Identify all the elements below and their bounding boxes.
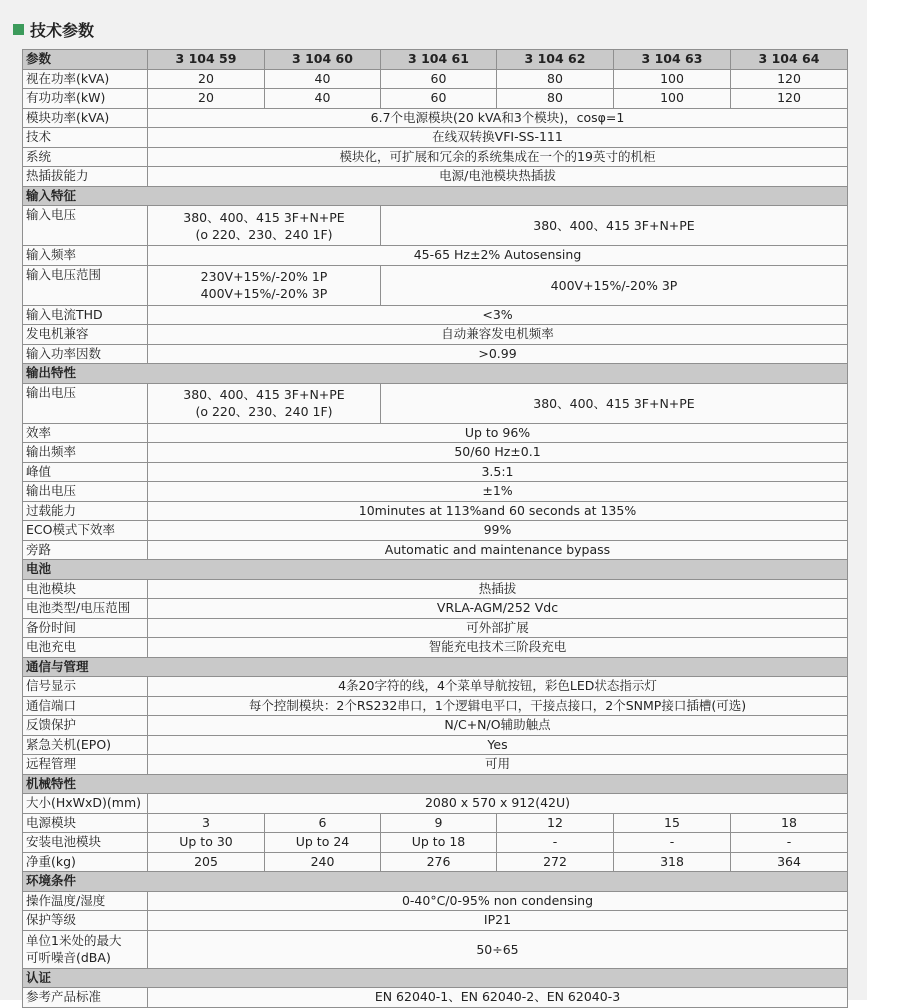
cell-value: 60: [381, 89, 497, 109]
table-row: [23, 988, 848, 1008]
cell-value-split: [148, 383, 381, 423]
cell-value: 99%: [148, 521, 848, 541]
section-title: 电池: [23, 560, 848, 580]
cell-value: 80: [497, 89, 614, 109]
cell-value: 20: [148, 89, 265, 109]
green-square-icon: [13, 24, 24, 35]
cell-value: ±1%: [148, 482, 848, 502]
row-label: 系统: [23, 147, 148, 167]
table-row: [23, 482, 848, 502]
row-label: 效率: [23, 423, 148, 443]
row-label: [23, 930, 148, 968]
section-heading: [13, 18, 94, 40]
cell-value: 4条20字符的线，4个菜单导航按钮，彩色LED状态指示灯: [148, 677, 848, 697]
row-label: 输入电压: [23, 206, 148, 246]
table-row: [23, 911, 848, 931]
cell-value: 20: [148, 69, 265, 89]
cell-value: Up to 24: [265, 833, 381, 853]
table-row: [23, 696, 848, 716]
table-row: [23, 206, 848, 246]
cell-value: 272: [497, 852, 614, 872]
table-row: [23, 618, 848, 638]
section-title: 输出特性: [23, 364, 848, 384]
row-label: 紧急关机(EPO): [23, 735, 148, 755]
row-label: 输出电压: [23, 482, 148, 502]
cell-value: 50÷65: [148, 930, 848, 968]
spec-table: [22, 49, 848, 1008]
section-row: [23, 657, 848, 677]
section-title: 输入特征: [23, 186, 848, 206]
cell-value: <3%: [148, 305, 848, 325]
table-row: [23, 423, 848, 443]
row-label: 备份时间: [23, 618, 148, 638]
label-line: 单位1米处的最大: [26, 933, 122, 948]
cell-value: 10minutes at 113%and 60 seconds at 135%: [148, 501, 848, 521]
row-label: 输入频率: [23, 246, 148, 266]
cell-value: -: [731, 833, 848, 853]
cell-value: 18: [731, 813, 848, 833]
row-label: 输入电流THD: [23, 305, 148, 325]
cell-line: 380、400、415 3F+N+PE: [183, 209, 345, 225]
model-header: 3 104 64: [731, 50, 848, 70]
cell-value: 模块化，可扩展和冗余的系统集成在一个的19英寸的机柜: [148, 147, 848, 167]
row-label: 视在功率(kVA): [23, 69, 148, 89]
cell-value: 可外部扩展: [148, 618, 848, 638]
cell-value: Up to 96%: [148, 423, 848, 443]
cell-value: EN 62040-1、EN 62040-2、EN 62040-3: [148, 988, 848, 1008]
table-row: [23, 501, 848, 521]
row-label: 电池模块: [23, 579, 148, 599]
table-row: [23, 716, 848, 736]
row-label: 过载能力: [23, 501, 148, 521]
cell-value: 在线双转换VFI-SS-111: [148, 128, 848, 148]
row-label: 保护等级: [23, 911, 148, 931]
row-label: 模块功率(kVA): [23, 108, 148, 128]
model-header: 3 104 60: [265, 50, 381, 70]
table-row: [23, 521, 848, 541]
cell-value: IP21: [148, 911, 848, 931]
cell-line: 230V+15%/-20% 1P: [200, 269, 328, 284]
row-label: 技术: [23, 128, 148, 148]
section-title: 通信与管理: [23, 657, 848, 677]
cell-value: -: [614, 833, 731, 853]
cell-value: 80: [497, 69, 614, 89]
section-row: [23, 968, 848, 988]
table-row: [23, 891, 848, 911]
row-label: 输出频率: [23, 443, 148, 463]
cell-value: 45-65 Hz±2% Autosensing: [148, 246, 848, 266]
cell-value: >0.99: [148, 344, 848, 364]
cell-value: 40: [265, 69, 381, 89]
cell-value-split: [148, 265, 381, 305]
cell-value: 可用: [148, 755, 848, 775]
cell-value: 3: [148, 813, 265, 833]
section-row: [23, 774, 848, 794]
table-row: [23, 344, 848, 364]
cell-value: 6.7个电源模块(20 kVA和3个模块)，cosφ=1: [148, 108, 848, 128]
cell-value: 0-40°C/0-95% non condensing: [148, 891, 848, 911]
row-label: 输出电压: [23, 383, 148, 423]
table-row: [23, 443, 848, 463]
row-label: 远程管理: [23, 755, 148, 775]
cell-value: 400V+15%/-20% 3P: [381, 265, 848, 305]
section-row: [23, 872, 848, 892]
cell-value: 380、400、415 3F+N+PE: [381, 206, 848, 246]
table-row: [23, 833, 848, 853]
section-row: [23, 560, 848, 580]
table-row: [23, 108, 848, 128]
cell-value: -: [497, 833, 614, 853]
cell-value: Yes: [148, 735, 848, 755]
cell-value: 240: [265, 852, 381, 872]
model-header: 3 104 63: [614, 50, 731, 70]
row-label: 通信端口: [23, 696, 148, 716]
row-label: 电源模块: [23, 813, 148, 833]
header-label: 参数: [23, 50, 148, 70]
cell-value: 热插拔: [148, 579, 848, 599]
row-label: ECO模式下效率: [23, 521, 148, 541]
cell-value: 电源/电池模块热插拔: [148, 167, 848, 187]
page-title: 技术参数: [30, 20, 95, 40]
table-row: [23, 89, 848, 109]
cell-value: Up to 18: [381, 833, 497, 853]
cell-value: 3.5:1: [148, 462, 848, 482]
table-row: [23, 325, 848, 345]
table-row: [23, 540, 848, 560]
cell-value: 120: [731, 69, 848, 89]
row-label: 大小(HxWxD)(mm): [23, 794, 148, 814]
row-label: 峰值: [23, 462, 148, 482]
cell-value: 380、400、415 3F+N+PE: [381, 383, 848, 423]
cell-value: 120: [731, 89, 848, 109]
row-label: 旁路: [23, 540, 148, 560]
table-header-row: [23, 50, 848, 70]
table-row: [23, 794, 848, 814]
row-label: 净重(kg): [23, 852, 148, 872]
section-row: [23, 186, 848, 206]
cell-value: 自动兼容发电机频率: [148, 325, 848, 345]
model-header: 3 104 61: [381, 50, 497, 70]
cell-value: VRLA-AGM/252 Vdc: [148, 599, 848, 619]
table-row: [23, 930, 848, 968]
cell-value: 318: [614, 852, 731, 872]
row-label: 热插拔能力: [23, 167, 148, 187]
row-label: 安装电池模块: [23, 833, 148, 853]
table-row: [23, 579, 848, 599]
cell-value: Automatic and maintenance bypass: [148, 540, 848, 560]
table-row: [23, 246, 848, 266]
cell-value-split: [148, 206, 381, 246]
cell-value: 364: [731, 852, 848, 872]
cell-value: 60: [381, 69, 497, 89]
cell-value: 100: [614, 89, 731, 109]
table-row: [23, 755, 848, 775]
model-header: 3 104 62: [497, 50, 614, 70]
row-label: 信号显示: [23, 677, 148, 697]
cell-line: 400V+15%/-20% 3P: [200, 286, 328, 301]
cell-value: 40: [265, 89, 381, 109]
row-label: 输入电压范围: [23, 265, 148, 305]
table-row: [23, 167, 848, 187]
table-row: [23, 305, 848, 325]
row-label: 输入功率因数: [23, 344, 148, 364]
table-row: [23, 147, 848, 167]
cell-value: 每个控制模块：2个RS232串口，1个逻辑电平口，干接点接口，2个SNMP接口插槽(可选): [148, 696, 848, 716]
row-label: 电池类型/电压范围: [23, 599, 148, 619]
cell-value: 2080 x 570 x 912(42U): [148, 794, 848, 814]
row-label: 操作温度/湿度: [23, 891, 148, 911]
row-label: 参考产品标准: [23, 988, 148, 1008]
cell-value: Up to 30: [148, 833, 265, 853]
table-row: [23, 638, 848, 658]
cell-value: 50/60 Hz±0.1: [148, 443, 848, 463]
cell-value: 12: [497, 813, 614, 833]
cell-value: 276: [381, 852, 497, 872]
table-row: [23, 852, 848, 872]
cell-value: 100: [614, 69, 731, 89]
row-label: 电池充电: [23, 638, 148, 658]
cell-value: 智能充电技术三阶段充电: [148, 638, 848, 658]
table-row: [23, 599, 848, 619]
cell-value: 6: [265, 813, 381, 833]
table-row: [23, 462, 848, 482]
table-row: [23, 813, 848, 833]
table-row: [23, 383, 848, 423]
section-title: 环境条件: [23, 872, 848, 892]
cell-line: (o 220、230、240 1F): [195, 404, 333, 419]
model-header: 3 104 59: [148, 50, 265, 70]
section-title: 认证: [23, 968, 848, 988]
cell-value: 9: [381, 813, 497, 833]
row-label: 有功功率(kW): [23, 89, 148, 109]
label-line: 可听噪音(dBA): [26, 950, 111, 965]
section-title: 机械特性: [23, 774, 848, 794]
cell-value: N/C+N/O辅助触点: [148, 716, 848, 736]
cell-line: (o 220、230、240 1F): [195, 226, 333, 242]
table-row: [23, 69, 848, 89]
cell-value: 205: [148, 852, 265, 872]
table-row: [23, 128, 848, 148]
table-row: [23, 265, 848, 305]
row-label: 反馈保护: [23, 716, 148, 736]
cell-line: 380、400、415 3F+N+PE: [183, 387, 345, 402]
section-row: [23, 364, 848, 384]
cell-value: 15: [614, 813, 731, 833]
table-row: [23, 735, 848, 755]
table-row: [23, 677, 848, 697]
row-label: 发电机兼容: [23, 325, 148, 345]
